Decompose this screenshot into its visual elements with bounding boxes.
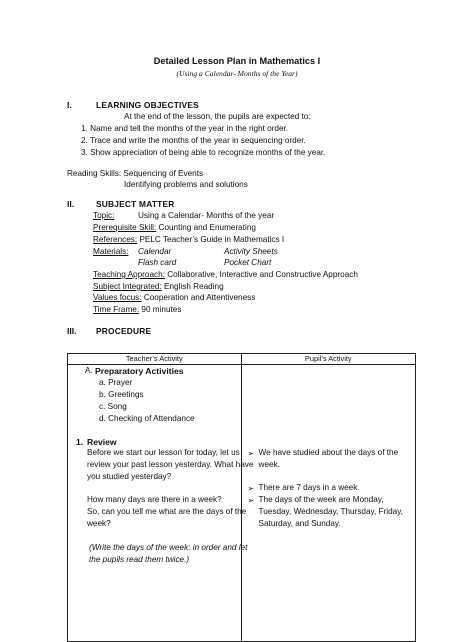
arrow-bullet-icon: ➢	[247, 496, 255, 505]
review-line: you studied yesterday?	[87, 472, 172, 481]
instruction-line: the pupils read them twice.)	[89, 555, 190, 564]
topic-value: Using a Calendar- Months of the year	[138, 211, 275, 220]
reading-skills: Reading Skills: Sequencing of Events	[67, 169, 204, 178]
integrated-label: Subject Integrated:	[93, 282, 162, 291]
references-label: References:	[93, 235, 138, 244]
teacher-activity-cell	[68, 365, 254, 642]
materials-label: Materials:	[93, 247, 129, 256]
section2-number: II.	[67, 199, 75, 209]
values-value: Cooperation and Attentiveness	[143, 293, 256, 302]
pupil-answer-line: week.	[258, 460, 280, 469]
review-title: Review	[87, 437, 117, 447]
instruction-line: (Write the days of the week: in order and let	[89, 543, 248, 552]
prep-letter: A.	[85, 366, 93, 375]
material-item: Pocket Chart	[224, 258, 272, 267]
prep-item: c. Song	[99, 402, 127, 411]
prep-title: Preparatory Activities	[95, 366, 184, 376]
objectives-intro: At the end of the lesson, the pupils are expected to:	[124, 112, 311, 121]
review-number: 1.	[76, 437, 84, 447]
review-line: review your past lesson yesterday. What have	[87, 460, 254, 469]
pupil-answer-line: Tuesday, Wednesday, Thursday, Friday,	[258, 507, 403, 516]
section3-heading: PROCEDURE	[96, 326, 152, 336]
section1-heading: LEARNING OBJECTIVES	[96, 100, 199, 110]
pupil-answer-line: There are 7 days in a week.	[258, 483, 360, 492]
procedure-table	[67, 353, 416, 642]
section3-number: III.	[67, 326, 77, 336]
prereq-label: Prerequisite Skill:	[93, 223, 157, 232]
material-item: Calendar	[138, 247, 172, 256]
days-question-line: week?	[87, 519, 111, 528]
arrow-bullet-icon: ➢	[247, 449, 255, 458]
integrated-value: English Reading	[164, 282, 224, 291]
teacher-activity-header: Teacher’s Activity	[68, 354, 242, 365]
values-label: Values focus:	[93, 293, 142, 302]
pupil-activity-cell	[241, 365, 415, 642]
topic-label: Topic:	[93, 211, 115, 220]
days-question-line: So, can you tell me what are the days of the	[87, 507, 247, 516]
objective-item: 1. Name and tell the months of the year in the right order.	[81, 124, 289, 133]
document-subtitle: (Using a Calendar- Months of the Year)	[176, 69, 298, 78]
section2-heading: SUBJECT MATTER	[96, 199, 175, 209]
pupil-answer-line: We have studied about the days of the	[258, 448, 399, 457]
prereq-value: Counting and Enumerating	[158, 223, 256, 232]
objective-item: 3. Show appreciation of being able to recognize months of the year.	[81, 148, 326, 157]
prep-item: a. Prayer	[99, 378, 133, 387]
days-question-line: How many days are there in a week?	[87, 495, 222, 504]
approach-label: Teaching Approach:	[93, 270, 165, 279]
document-title: Detailed Lesson Plan in Mathematics I	[153, 56, 321, 66]
references-value: PELC Teacher’s Guide in Mathematics I	[139, 235, 285, 244]
pupil-activity-header: Pupil’s Activity	[241, 354, 415, 365]
time-label: Time Frame:	[93, 305, 140, 314]
arrow-bullet-icon: ➢	[247, 484, 255, 493]
reading-skills-extra: Identifying problems and solutions	[124, 180, 248, 189]
time-value: 90 minutes	[141, 305, 182, 314]
objective-item: 2. Trace and write the months of the year in sequencing order.	[81, 136, 306, 145]
material-item: Flash card	[138, 258, 177, 267]
pupil-answer-line: The days of the week are Monday,	[258, 495, 384, 504]
prep-item: b. Greetings	[99, 390, 144, 399]
section1-number: I.	[67, 100, 72, 110]
pupil-answer-line: Saturday, and Sunday.	[258, 519, 341, 528]
prep-item: d. Checking of Attendance	[99, 414, 195, 423]
material-item: Activity Sheets	[224, 247, 278, 256]
review-line: Before we start our lesson for today, let us	[87, 448, 240, 457]
approach-value: Collaborative, Interactive and Constructive Approach	[167, 270, 358, 279]
